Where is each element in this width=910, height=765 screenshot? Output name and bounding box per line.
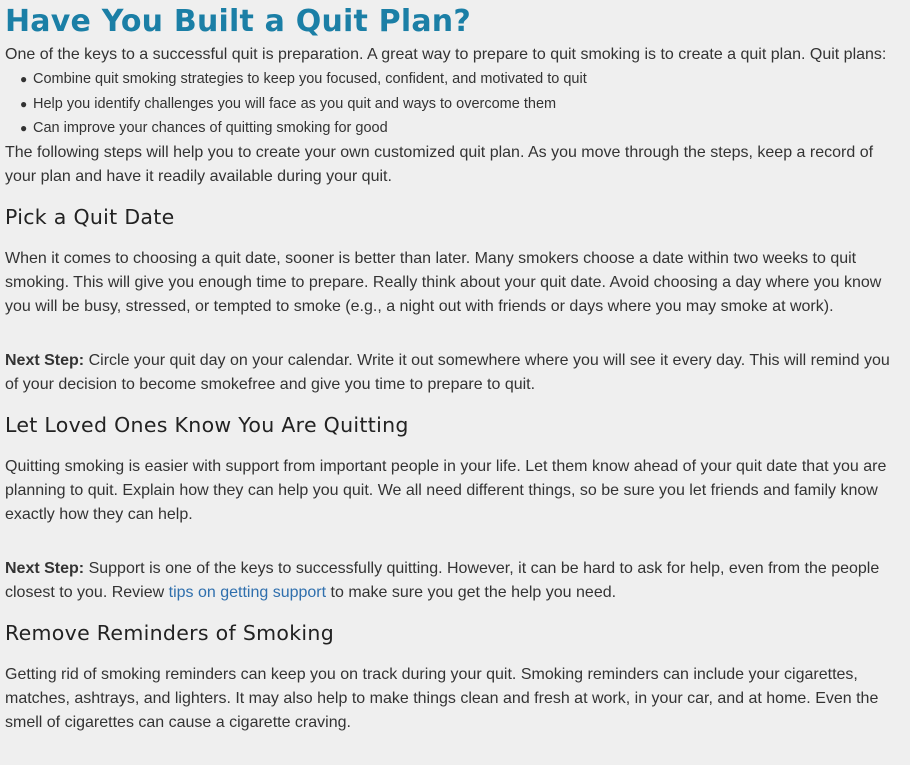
next-step-text: Support is one of the keys to successfully quitting. However, it can be hard to ask for help, even from the people closest to you. Review: [5, 559, 880, 601]
benefits-list: [5, 67, 905, 141]
list-item-text: Help you identify challenges you will face as you quit and ways to overcome them: [33, 95, 557, 112]
list-item: [20, 67, 905, 92]
next-step-quit-date: [5, 349, 905, 397]
page-title: Have You Built a Quit Plan?: [5, 4, 471, 39]
section-body-reminders: Getting rid of smoking reminders can keep you on track during your quit. Smoking reminders can include your cigarettes, matches, ashtrays, and lighters. It may also help to make things clean and fresh at work, in your car, and at home. Even the smell of cigarettes can cause a cigarette craving.: [5, 665, 879, 731]
bullet-icon: ●: [20, 72, 28, 86]
section-heading-quit-date: Pick a Quit Date: [5, 204, 175, 229]
intro-paragraph: One of the keys to a successful quit is preparation. A great way to prepare to quit smoking is to create a quit plan. Quit plans:: [5, 46, 887, 63]
section-heading-reminders: Remove Reminders of Smoking: [5, 620, 335, 645]
list-item-text: Can improve your chances of quitting smoking for good: [33, 120, 388, 136]
bullet-icon: ●: [20, 96, 28, 111]
next-step-text-end: to make sure you get the help you need.: [330, 583, 617, 601]
next-step-text: Circle your quit day on your calendar. Write it out somewhere where you will see it every day. This will remind you of your decision to become smokefree and give you time to prepare to quit.: [5, 351, 890, 393]
next-step-label: Next Step:: [5, 351, 85, 369]
next-step-label: Next Step:: [5, 559, 85, 577]
next-step-loved-ones: [5, 557, 905, 605]
list-item: [20, 116, 905, 141]
section-body-quit-date: When it comes to choosing a quit date, sooner is better than later. Many smokers choose a date within two weeks to quit smoking. This will give you enough time to prepare. Really think about your quit date. Avoid choosing a day where you know you will be busy, stressed, or tempted to smoke (e.g., a night out with friends or days where you may smoke at work).: [5, 249, 882, 315]
list-item-text: Combine quit smoking strategies to keep you focused, confident, and motivated to quit: [33, 71, 587, 87]
list-item: [20, 92, 905, 117]
bullet-icon: ●: [20, 121, 28, 135]
support-tips-link[interactable]: tips on getting support: [168, 583, 327, 601]
section-body-loved-ones: Quitting smoking is easier with support from important people in your life. Let them know ahead of your quit date that you are planning to quit. Explain how they can help you quit. We all need different things, so be sure you let friends and family know exactly how they can help.: [5, 457, 887, 523]
section-heading-loved-ones: Let Loved Ones Know You Are Quitting: [5, 412, 409, 437]
steps-intro-paragraph: The following steps will help you to create your own customized quit plan. As you move through the steps, keep a record of your plan and have it readily available during your quit.: [5, 143, 874, 185]
